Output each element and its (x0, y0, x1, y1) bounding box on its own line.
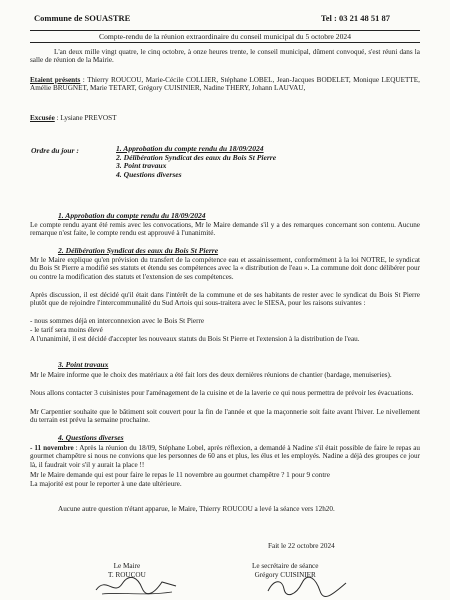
section-4-paragraph (30, 444, 420, 469)
section-3-paragraph: Nous allons contacter 3 cuisinistes pour l'aménagement de la cuisine et de la laverie ce qui nous permettra de prévoir les évacuations. (30, 389, 414, 397)
section-2-paragraph: Après discussion, il est décidé qu'il était dans l'intérêt de la commune et de ses habitants de rester avec le syndicat du Bois St Pierre plutôt que de rejoindre l'intercommunalité du Sud Artois qui sous-traitera avec le SIESA, pour les raisons suivantes : (30, 291, 420, 308)
section-1-heading: 1. Approbation du compte rendu du 18/09/2024 (58, 211, 206, 220)
section-3-paragraph: Mr Carpentier souhaite que le bâtiment soit couvert pour la fin de l'année et que la maçonnerie soit faite avant l'hiver. Le nivellement du terrain est prévu la semaine prochaine. (30, 408, 420, 425)
section-2-bullet: - le tarif sera moins élevé (30, 326, 103, 334)
document-title: Compte-rendu de la réunion extraordinaire du conseil municipal du 5 octobre 2024 (30, 30, 420, 43)
mayor-handwritten-signature (92, 572, 182, 598)
attendees (30, 76, 420, 93)
section-3-heading: 3. Point travaux (58, 360, 109, 369)
agenda-label: Ordre du jour : (31, 146, 79, 155)
excused-label: Excusée (30, 114, 55, 122)
closing-statement: Aucune autre question n'étant apparue, le Maire, Thierry ROUCOU a levé la séance vers 12h20. (58, 505, 335, 513)
agenda-item: 2. Délibération Syndicat des eaux du Bois St Pierre (116, 152, 277, 162)
section-2-paragraph: A l'unanimité, il est décidé d'accepter les nouveaux statuts du Bois St Pierre et l'extension à la distribution de l'eau. (30, 335, 360, 343)
letterhead (30, 13, 420, 25)
agenda-item: 4. Questions diverses (116, 169, 182, 179)
section-4-paragraph: La majorité est pour le reporter à une date ultérieure. (30, 480, 182, 488)
signature-date: Fait le 22 octobre 2024 (268, 542, 335, 550)
section-1-body: Le compte rendu ayant été remis avec les convocations, Mr le Maire demande s'il y a des remarques concernant son contenu. Aucune remarque n'est faite, le compte rendu est approuvé à l'unanimité. (30, 221, 420, 238)
section-2-bullet: - nous sommes déjà en interconnexion avec le Bois St Pierre (30, 317, 205, 325)
secretary-name: Grégory CUISINIER (254, 570, 316, 579)
secretary-handwritten-signature (262, 575, 352, 599)
agenda-item: 3. Point travaux (116, 161, 167, 171)
intro-paragraph: L'an deux mille vingt quatre, le cinq octobre, à onze heures trente, le conseil municipal, dûment convoqué, s'est réuni dans la salle de réunion de la Mairie. (30, 48, 420, 65)
section-4-text: : Après la réunion du 18/09, Stéphane Lobel, après réflexion, a demandé à Nadine s'il était possible de faire le repas au gourmet champêtre si nous ne convions que les personnes de 60 ans et plus, les élus et les employés. Nadine a déjà des groupes ce jour là, il faudrait voir s'il y aurait la place !! (30, 444, 420, 469)
mayor-role: Le Maire (113, 562, 141, 570)
phone-number: Tel : 03 21 48 51 87 (320, 13, 390, 23)
section-4-paragraph: Mr le Maire demande qui est pour faire le repas le 11 novembre au gourmet champêtre ? 1 pour 9 contre (30, 471, 330, 479)
agenda-list (116, 145, 276, 179)
commune-name: Commune de SOUASTRE (34, 13, 131, 23)
attendees-label: Etaient présents (30, 76, 81, 84)
secretary-role: Le secrétaire de séance (252, 562, 319, 570)
excused-names: : Lysiane PREVOST (54, 114, 117, 122)
section-4-heading: 4. Questions diverses (58, 433, 124, 442)
mayor-name: T. ROUCOU (108, 570, 146, 579)
section-4-lead: - 11 novembre (30, 444, 74, 452)
excused (30, 114, 420, 122)
section-2-heading: 2. Délibération Syndicat des eaux du Bois St Pierre (58, 246, 219, 255)
attendees-names: : Thierry ROUCOU, Marie-Cécile COLLIER, Stéphane LOBEL, Jean-Jacques BODELET, Monique LEQUETTE, Amélie BRUGNET, Marie TETART, Grégory CUISINIER, Nadine THERY, Johann LAUVAU, (30, 76, 420, 93)
section-3-paragraph: Mr le Maire informe que le choix des matériaux a été fait lors des deux dernières réunions de chantier (bardage, menuiseries). (30, 371, 392, 379)
section-2-paragraph: Mr le Maire explique qu'en prévision du transfert de la compétence eau et assainissement, conformément à la loi NOTRE, le syndicat du Bois St Pierre a modifié ses statuts et étendu ses compétences avec la « distribution de l'eau ». La commune doit donc délibérer pour ou contre la modification des statuts et l'extension de ses compétences. (30, 256, 420, 281)
agenda-item: 1. Approbation du compte rendu du 18/09/2024 (116, 144, 264, 153)
